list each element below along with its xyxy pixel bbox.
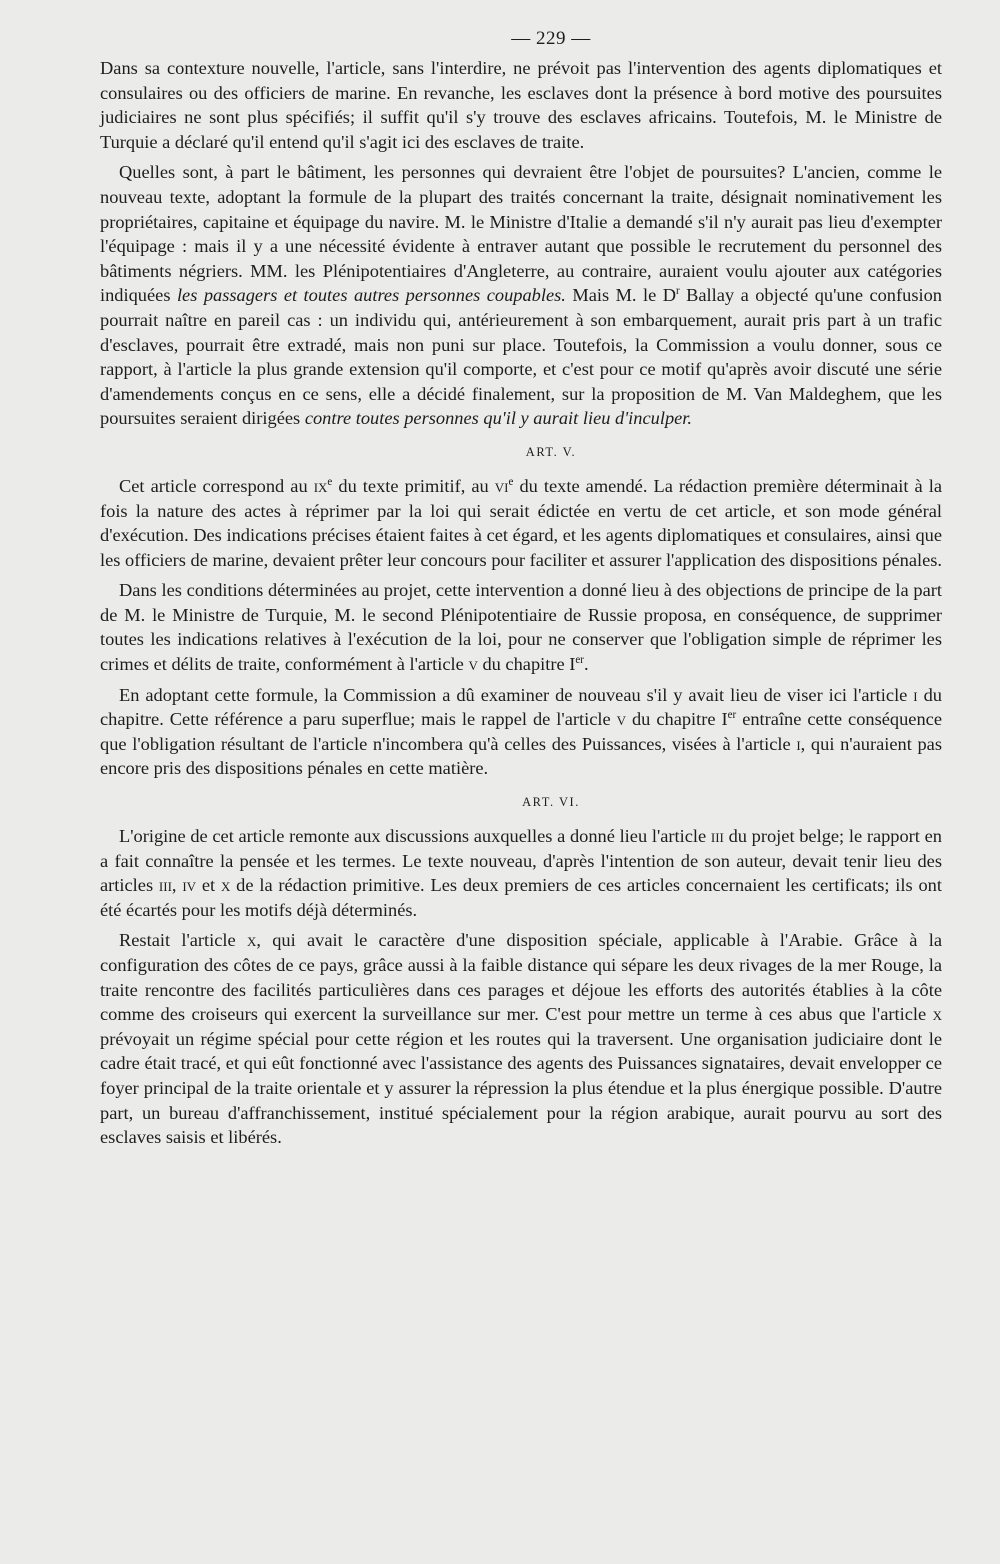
- article-heading-vi: ART. VI.: [522, 795, 580, 810]
- paragraph-intro: Dans sa contexture nouvelle, l'article, sans l'interdire, ne prévoit pas l'intervention des agents diplomatiques et consulaires ou des officiers de marine. En revanche, les esclaves dont la présence à bord motive des poursuites judiciaires ne sont plus spécifiés; il suffit qu'il s'y trouve des esclaves africains. Toutefois, M. le Ministre de Turquie a déclaré qu'il entend qu'il s'agit ici des esclaves de traite.: [100, 58, 942, 152]
- sup-er-1: er: [575, 653, 584, 666]
- sup-er-2: er: [727, 709, 737, 722]
- art5-paragraph-3: [100, 683, 942, 781]
- roman-v: v: [468, 654, 478, 675]
- art5-p3-a: En adoptant cette formule, la Commission a dû examiner de nouveau s'il y avait lieu de viser ici l'article: [119, 684, 908, 705]
- art6-p1-b: du projet belge; le rapport en a fait connaître la pensée et les termes. Le texte nouveau, d'après l'intention de son auteur, devait tenir lieu des articles: [100, 826, 942, 896]
- roman-x-3: x: [932, 1004, 942, 1025]
- sup-e-2: e: [508, 475, 514, 488]
- art5-paragraph-1: [100, 474, 942, 572]
- art6-p1-a: L'origine de cet article remonte aux discussions auxquelles a donné lieu l'article: [119, 826, 707, 847]
- roman-x-2: x: [246, 930, 257, 951]
- art5-p1-b: du texte primitif, au: [338, 475, 489, 496]
- roman-iii-2: iii: [158, 875, 172, 896]
- paragraph-persons: [100, 160, 942, 431]
- art6-paragraph-1: [100, 824, 942, 922]
- art6-p1-e: de la rédaction primitive. Les deux premiers de ces articles concernaient les certificats; ils ont été écartés pour les motifs déjà déterminés.: [100, 875, 942, 920]
- sup-e-1: e: [327, 475, 333, 488]
- roman-v-2: v: [616, 709, 627, 730]
- roman-vi: vi: [494, 475, 509, 496]
- italic-inculper: contre toutes personnes qu'il y aurait lieu d'inculper.: [304, 408, 693, 429]
- art5-p1-a: Cet article correspond au: [119, 475, 308, 496]
- superscript-r: r: [675, 285, 680, 298]
- art6-p1-c: ,: [171, 875, 177, 896]
- article-heading-v: ART. V.: [525, 444, 577, 459]
- art6-paragraph-2: [100, 928, 942, 1149]
- paragraph-persons-tail-b: Ballay a objecté qu'une confusion pourrait naître en pareil cas : un individu qui, antérieurement à son embarquement, aurait pris part à un trafic d'esclaves, pourrait être extradé, mais non puni sur place. Toutefois, la Commission a voulu donner, sous ce rapport, à l'article la plus grande extension qu'il comporte, et c'est pour ce motif qu'après avoir discuté une série d'amendements conçus en ce sens, elle a décidé finalement, sur la proposition de M. Van Maldeghem, que les poursuites seraient dirigées: [100, 285, 942, 429]
- art5-paragraph-2: [100, 578, 942, 676]
- art5-p3-e: , qui n'auraient pas encore pris des dispositions pénales en cette matière.: [100, 733, 942, 779]
- art5-p3-c: du chapitre I: [631, 709, 728, 730]
- roman-ix: ix: [313, 475, 328, 496]
- art6-p2-c: prévoyait un régime spécial pour cette région et les routes qui la traversent. Une organisation judiciaire dont le cadre était tracé, et qui eût fonctionné avec l'assistance des agents des Puissances signataires, devait envelopper ce foyer principal de la traite orientale et y assurer la répression la plus étendue et la plus énergique possible. D'autre part, un bureau d'affranchissement, institué spécialement pour la région arabique, aurait pourvu au sort des esclaves saisis et libérés.: [100, 1028, 942, 1148]
- art5-p2-a: Dans les conditions déterminées au projet, cette intervention a donné lieu à des objections de principe de la part de M. le Ministre de Turquie, M. le second Plénipotentiaire de Russie proposa, en conséquence, de supprimer toutes les indications relatives à l'exécution de la loi, pour ne conserver que l'obligation simple de réprimer les crimes et délits de traite, conformément à l'article: [100, 580, 942, 675]
- roman-i-1: i: [913, 684, 918, 705]
- roman-iii-1: iii: [710, 826, 724, 847]
- art6-p2-b: , qui avait le caractère d'une disposition spéciale, applicable à l'Arabie. Grâce à la configuration des côtes de ce pays, grâce aussi à la faible distance qui sépare les deux rivages de la mer Rouge, la traite rencontre des facilités particulières dans ces parages et déjoue les efforts des autorités établies à la côte comme des croiseurs qui exercent la surveillance sur mer. C'est pour mettre un terme à ces abus que l'article: [100, 930, 942, 1025]
- art5-p3-d: entraîne cette conséquence que l'obligation résultant de l'article n'incombera qu'à celles des Puissances, visées à l'article: [100, 709, 942, 754]
- italic-passengers: les passagers et toutes autres personnes coupables.: [176, 285, 566, 306]
- paragraph-persons-tail-a: Mais M. le D: [572, 285, 676, 306]
- page-number: — 229 —: [511, 28, 591, 49]
- roman-i-2: i: [796, 733, 801, 754]
- art5-p2-b: du chapitre I: [482, 654, 576, 675]
- art5-p1-c: du texte amendé. La rédaction première déterminait à la fois la nature des actes à réprimer par la loi qui serait édictée en vertu de cet article, et son mode général d'exécution. Des indications précises étaient faites à cet égard, et les agents diplomatiques et consulaires, ainsi que les officiers de marine, devaient prêter leur concours pour faciliter et assurer l'application des dispositions pénales.: [100, 475, 943, 570]
- art6-p1-d: et: [201, 875, 216, 896]
- roman-x-1: x: [220, 875, 231, 896]
- art6-p2-a: Restait l'article: [119, 930, 236, 951]
- roman-iv: iv: [182, 875, 197, 896]
- art5-p2-c: .: [583, 654, 589, 675]
- paragraph-persons-text: Quelles sont, à part le bâtiment, les personnes qui devraient être l'objet de poursuites? L'ancien, comme le nouveau texte, adoptant la formule de la plupart des traités concernant la traite, désignait nominativement les propriétaires, capitaine et équipage du navire. M. le Ministre d'Italie a demandé s'il n'y aurait pas lieu d'exempter l'équipage : mais il y a une nécessité évidente à entraver autant que possible le recrutement du personnel des bâtiments négriers. MM. les Plénipotentiaires d'Angleterre, au contraire, auraient voulu ajouter aux catégories indiquées: [100, 162, 942, 306]
- art5-p3-b: du chapitre. Cette référence a paru superflue; mais le rappel de l'article: [100, 684, 942, 730]
